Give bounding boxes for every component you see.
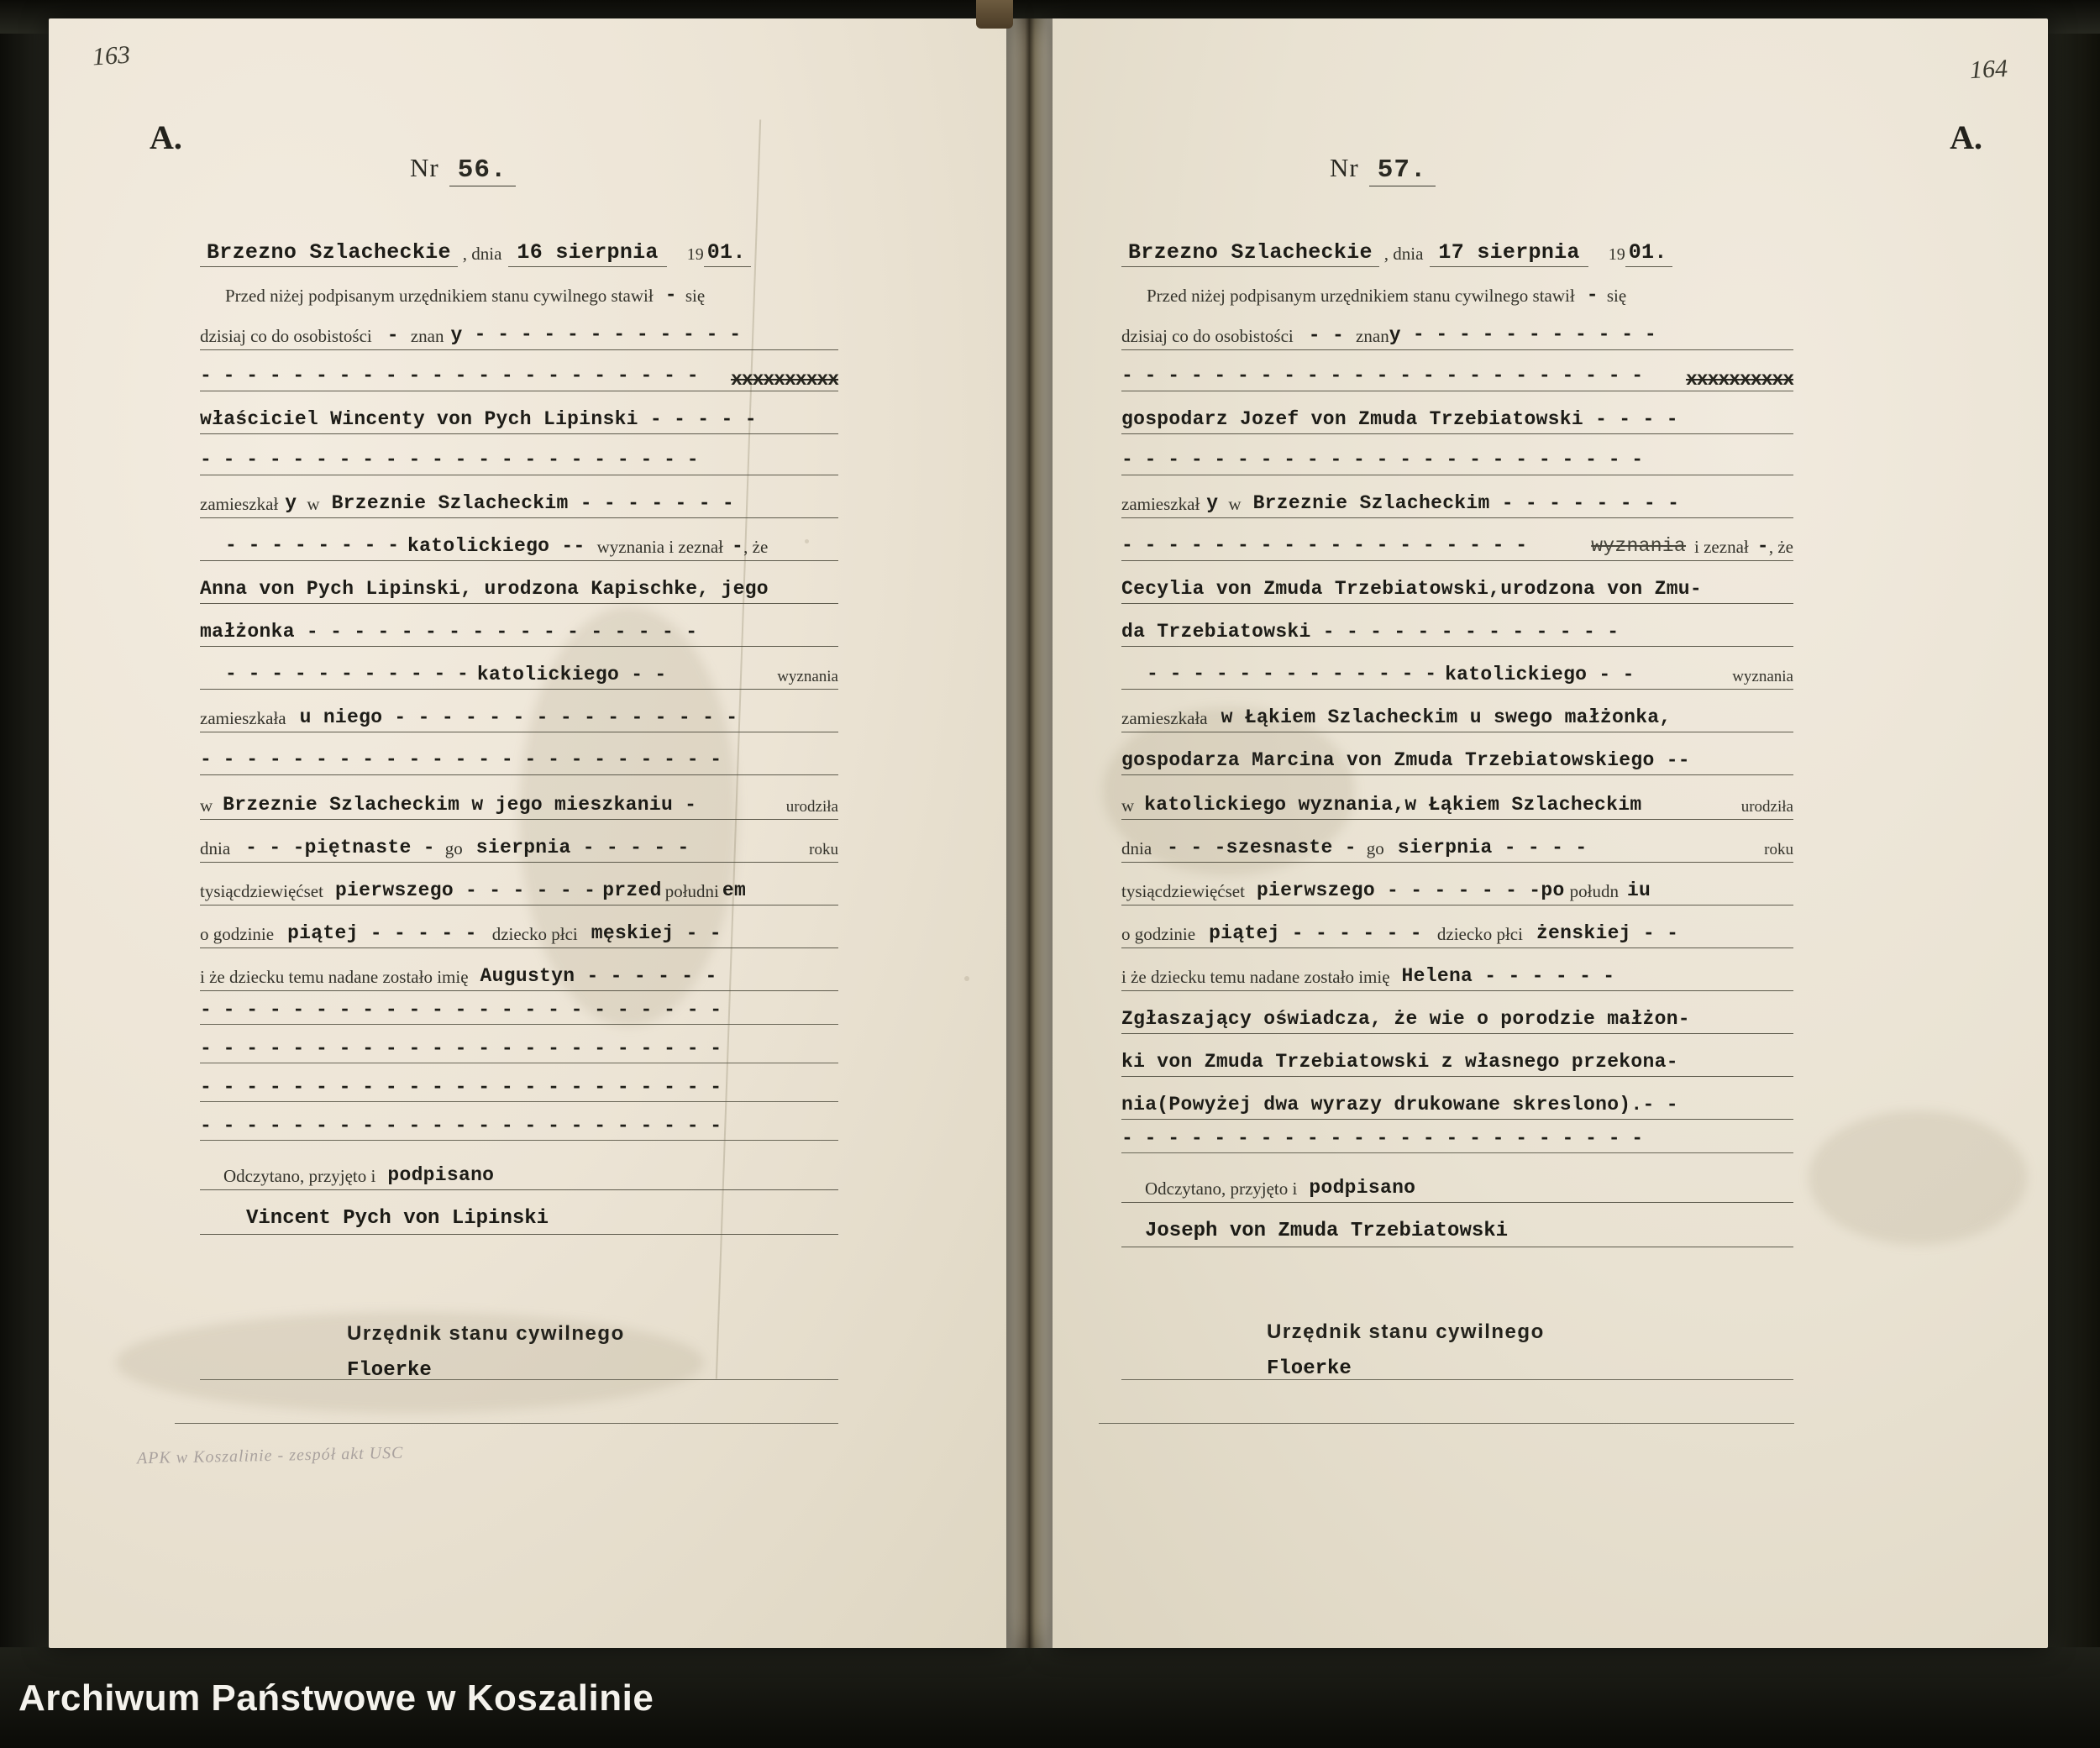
year-suffix: 01. — [1625, 242, 1672, 267]
blank-row — [200, 991, 838, 1030]
dash-run: - - - - - - - - - - - - - - - - - - - - - - - — [200, 1115, 722, 1136]
blank-row — [200, 1030, 838, 1068]
roku-label: roku — [809, 841, 838, 858]
intro-dash-1: - — [664, 284, 677, 306]
birth-day-value: - - -szesnaste - — [1167, 837, 1357, 858]
zamieszkala-label: zamieszkała — [1121, 708, 1208, 728]
place-date-row — [200, 220, 838, 267]
intro-dash-1: - — [1586, 284, 1599, 306]
birth-month-value: sierpnia - - - - — [1397, 837, 1588, 858]
intro-typed-y: y — [1389, 324, 1401, 346]
intro-printed-3: dzisiaj co do osobistości — [200, 326, 372, 346]
urodzila-label: urodziła — [1740, 798, 1793, 816]
nr-value: 56. — [449, 155, 516, 186]
child-name-value: Augustyn - - - - - - — [480, 965, 717, 987]
birth-day-value: - - -piętnaste - — [245, 837, 435, 858]
go-label: go — [444, 838, 463, 858]
residence-row — [1121, 475, 1793, 518]
name-label: i że dziecku temu nadane zostało imię — [1121, 967, 1390, 987]
year-prefix: 19 — [1608, 245, 1625, 264]
intro-typed-y: y — [450, 324, 463, 346]
mother-residence-row-2 — [1121, 732, 1793, 775]
dash-row — [200, 434, 838, 475]
left-record-form — [200, 220, 838, 1235]
hour-label: o godzinie — [200, 924, 275, 944]
date-day-month: 16 sierpnia — [508, 242, 666, 267]
dash-run: - - - - - - - - - - - - - - - - - - - - - - - — [1121, 1127, 1644, 1149]
struck-word: xxxxxxxxxx — [1685, 369, 1793, 391]
intro-printed-4: znan — [410, 326, 444, 346]
birth-place-value: Brzeznie Szlacheckim w jego mieszkaniu - — [223, 794, 697, 816]
mother-maiden: da Trzebiatowski - - - - - - - - - - - - - — [1121, 621, 1620, 643]
child-name-value: Helena - - - - - - — [1401, 965, 1615, 987]
mother-row-1 — [1121, 561, 1793, 604]
mother-row-1 — [200, 561, 838, 604]
official-title-left: Urzędnik stanu cywilnego — [347, 1322, 625, 1345]
w-label: w — [307, 494, 320, 514]
ze-label: , że — [743, 537, 769, 557]
intro-printed-4: znan — [1356, 326, 1389, 346]
intro-printed-1: Przed niżej podpisanym urzędnikiem stanu cywilnego stawił — [1147, 286, 1575, 306]
residence-row — [200, 475, 838, 518]
child-name-row — [1121, 948, 1793, 991]
w-label: w — [1228, 494, 1242, 514]
dash-run: - - - - - - - - - - - - - - - - - - - - - - — [200, 449, 699, 470]
record-number-left — [410, 153, 516, 185]
nr-label: Nr — [410, 153, 439, 182]
hour-value: piątej - - - - - — [287, 922, 477, 944]
intro-row-2 — [1121, 309, 1793, 350]
dash-run: - - - - - - - - - - - - - - - - - - - - - - - — [1121, 365, 1644, 386]
birth-year-row — [1121, 863, 1793, 905]
religion-dash: - — [1756, 535, 1769, 557]
blank-row — [1121, 1120, 1793, 1158]
birth-day-row — [1121, 820, 1793, 863]
note-line-3: nia(Powyżej dwa wyrazy drukowane skreslono).- - — [1121, 1094, 1678, 1115]
dash-run: - - - - - - - - - - - - - - - - - - - - - - - — [200, 1037, 722, 1059]
closing-row — [1121, 1158, 1793, 1203]
place-value: Brzezno Szlacheckie — [200, 242, 458, 267]
dash-run: - - - - - - - - - - - - - - - - - - - - - - - — [200, 1076, 722, 1098]
dash-run: - - - - - - - - — [225, 534, 400, 556]
hour-label: o godzinie — [1121, 924, 1196, 944]
signature-value: Joseph von Zmuda Trzebiatowski — [1145, 1220, 1509, 1242]
signature-row — [200, 1190, 838, 1235]
nr-value: 57. — [1369, 155, 1436, 186]
mother-residence-row — [1121, 690, 1793, 732]
official-title-right: Urzędnik stanu cywilnego — [1267, 1320, 1545, 1343]
birth-hour-row — [1121, 905, 1793, 948]
dash-run: - - - - - - - - - - - - - - - - - - - - - - - — [1121, 449, 1644, 470]
mother-religion-row — [200, 647, 838, 690]
declarant-row — [1121, 391, 1793, 434]
hour-value: piątej - - - - - - — [1209, 922, 1422, 944]
ze-label: , że — [1768, 537, 1793, 557]
religion-printed: i zeznał — [1694, 537, 1749, 557]
przed-typed: przed — [602, 879, 662, 901]
folio-number-left: 163 — [91, 40, 132, 71]
mother-name: Anna von Pych Lipinski, urodzona Kapischke, jego — [200, 578, 769, 600]
year-suffix: 01. — [704, 242, 751, 267]
right-page — [1053, 18, 2048, 1648]
intro-printed-1: Przed niżej podpisanym urzędnikiem stanu cywilnego stawił — [225, 286, 654, 306]
foot-rule — [1099, 1423, 1794, 1424]
birth-day-row — [200, 820, 838, 863]
birth-place-row — [1121, 775, 1793, 820]
marginal-note-row-1 — [1121, 991, 1793, 1034]
folio-number-right: 164 — [1969, 54, 2008, 85]
intro-printed-2: się — [685, 286, 706, 306]
dash-run: - - - - - - - - - - - — [1412, 323, 1656, 345]
closing-typed: podpisano — [1309, 1177, 1416, 1199]
child-name-row — [200, 948, 838, 991]
blank-row — [200, 1107, 838, 1146]
closing-row — [200, 1146, 838, 1190]
wyznania-label: wyznania — [1732, 668, 1793, 685]
residence-suffix: y — [285, 492, 297, 514]
closing-label: Odczytano, przyjęto i — [1145, 1178, 1298, 1199]
record-number-right — [1330, 153, 1436, 185]
child-sex-value: męskiej - - — [591, 922, 722, 944]
official-name-left: Floerke — [347, 1359, 432, 1382]
dnia-label: , dnia — [1383, 244, 1424, 264]
mother-row-2 — [1121, 604, 1793, 647]
year-printed-label: tysiącdziewięćset — [1121, 881, 1245, 901]
intro-row-1 — [1121, 267, 1793, 309]
zamieszkal-label: zamieszkał — [200, 494, 279, 514]
religion-dash: - — [732, 535, 744, 557]
wyznania-label: wyznania — [777, 668, 838, 685]
mother-name: Cecylia von Zmuda Trzebiatowski,urodzona von Zmu- — [1121, 578, 1703, 600]
official-name-right: Floerke — [1267, 1357, 1352, 1380]
religion-row — [1121, 518, 1793, 561]
urodzila-label: urodziła — [785, 798, 838, 816]
zamieszkala-label: zamieszkała — [200, 708, 286, 728]
place-value: Brzezno Szlacheckie — [1121, 242, 1379, 267]
dash-run: - - - - - - - - - - - - — [474, 323, 742, 345]
foot-rule — [200, 1379, 838, 1380]
watermark-text: Archiwum Państwowe w Koszalinie — [18, 1677, 654, 1719]
place-date-row — [1121, 220, 1793, 267]
open-register-book — [49, 18, 2048, 1648]
archive-watermark — [0, 1649, 2100, 1748]
intro-row-2 — [200, 309, 838, 350]
dash-run: - - - - - - - - - - - — [225, 663, 469, 685]
dash-row — [200, 732, 838, 775]
dash-run: - - - - - - - - - - - - - - - - - - - - - - - — [200, 748, 722, 770]
signature-value: Vincent Pych von Lipinski — [246, 1207, 549, 1230]
dash-run: - - - - - - - - - - - - - - - - - - — [1121, 534, 1528, 556]
intro-printed-2: się — [1606, 286, 1627, 306]
roku-label: roku — [1764, 841, 1793, 858]
mother-residence-value: w Łąkiem Szlacheckim u swego małżonka, — [1221, 706, 1672, 728]
struck-row — [200, 350, 838, 391]
year-prefix: 19 — [686, 245, 704, 264]
mother-religion-value: katolickiego - - — [1445, 664, 1635, 685]
religion-value: katolickiego -- — [407, 535, 585, 557]
blank-row — [200, 1068, 838, 1107]
right-record-form — [1121, 220, 1793, 1247]
birth-month-value: sierpnia - - - - - — [475, 837, 690, 858]
intro-printed-3: dzisiaj co do osobistości — [1121, 326, 1294, 346]
mother-religion-value: katolickiego - - — [476, 664, 667, 685]
struck-wyznania: wyznania — [1591, 535, 1687, 557]
mother-religion-row — [1121, 647, 1793, 690]
mother-residence-value: u niego - - - - - - - - - - - - - - - — [299, 706, 738, 728]
declarant-value: gospodarz Jozef von Zmuda Trzebiatowski - - - - — [1121, 408, 1678, 430]
note-line-2: ki von Zmuda Trzebiatowski z własnego przekona- — [1121, 1051, 1678, 1073]
paper-smudge — [1809, 1110, 2027, 1245]
declarant-value: właściciel Wincenty von Pych Lipinski - - - - - — [200, 408, 757, 430]
note-line-1: Zgłaszający oświadcza, że wie o porodzie małżon- — [1121, 1008, 1690, 1030]
dnia-label: dnia — [1121, 838, 1152, 858]
year-printed-label: tysiącdziewięćset — [200, 881, 323, 901]
closing-typed: podpisano — [387, 1164, 495, 1186]
birth-hour-row — [200, 905, 838, 948]
paper-speck — [964, 976, 969, 981]
w-label: w — [200, 795, 213, 816]
religion-row — [200, 518, 838, 561]
dash-row — [1121, 434, 1793, 475]
closing-label: Odczytano, przyjęto i — [223, 1166, 376, 1186]
birth-year-value: pierwszego - - - - - - -po — [1256, 879, 1565, 901]
section-letter-right: A. — [1950, 118, 1982, 156]
residence-suffix: y — [1206, 492, 1219, 514]
intro-row-1 — [200, 267, 838, 309]
poludniem-typed: iu — [1626, 879, 1651, 901]
pencil-annotation: APK w Koszalinie - zespół akt USC — [136, 1443, 404, 1468]
residence-place: Brzeznie Szlacheckim - - - - - - - - — [1252, 492, 1680, 514]
intro-dash-2: - — [386, 324, 399, 346]
child-sex-value: żenskiej - - — [1536, 922, 1679, 944]
birth-year-value: pierwszego - - - - - - — [334, 879, 596, 901]
struck-row — [1121, 350, 1793, 391]
declarant-row — [200, 391, 838, 434]
birth-year-row — [200, 863, 838, 905]
intro-dash-2: - - — [1308, 324, 1345, 346]
zamieszkal-label: zamieszkał — [1121, 494, 1200, 514]
mother-residence-line2: gospodarza Marcina von Zmuda Trzebiatowskiego -- — [1121, 749, 1690, 771]
marginal-note-row-3 — [1121, 1077, 1793, 1120]
foot-rule — [175, 1423, 838, 1424]
left-page — [49, 18, 1006, 1648]
signature-row — [1121, 1203, 1793, 1247]
foot-rule — [1121, 1379, 1793, 1380]
dnia-label: dnia — [200, 838, 231, 858]
dnia-label: , dnia — [462, 244, 502, 264]
poludniem-printed: połudn — [1569, 881, 1619, 901]
dash-run: - - - - - - - - - - - - - - - - - - - - - - - — [200, 999, 722, 1021]
book-gutter — [1006, 18, 1053, 1648]
go-label: go — [1366, 838, 1384, 858]
date-day-month: 17 sierpnia — [1430, 242, 1588, 267]
marginal-note-row-2 — [1121, 1034, 1793, 1077]
dash-run: - - - - - - - - - - - - - — [1147, 663, 1437, 685]
birth-place-value: katolickiego wyznania,w Łąkiem Szlacheckim — [1144, 794, 1642, 816]
residence-place: Brzeznie Szlacheckim - - - - - - - — [331, 492, 735, 514]
book-binding-tab — [976, 0, 1013, 29]
child-sex-label: dziecko płci — [491, 924, 578, 944]
child-sex-label: dziecko płci — [1436, 924, 1523, 944]
poludniem-printed: południ — [664, 881, 719, 901]
birth-place-row — [200, 775, 838, 820]
mother-spouse: małżonka - - - - - - - - - - - - - - - - - — [200, 621, 698, 643]
nr-label: Nr — [1330, 153, 1359, 182]
name-label: i że dziecku temu nadane zostało imię — [200, 967, 469, 987]
mother-residence-row — [200, 690, 838, 732]
poludniem-typed: em — [722, 879, 747, 901]
w-label: w — [1121, 795, 1135, 816]
mother-row-2 — [200, 604, 838, 647]
section-letter-left: A. — [150, 118, 182, 156]
struck-word: xxxxxxxxxx — [730, 369, 838, 391]
religion-printed: wyznania i zeznał — [596, 537, 724, 557]
dash-run: - - - - - - - - - - - - - - - - - - - - - - — [200, 365, 699, 386]
